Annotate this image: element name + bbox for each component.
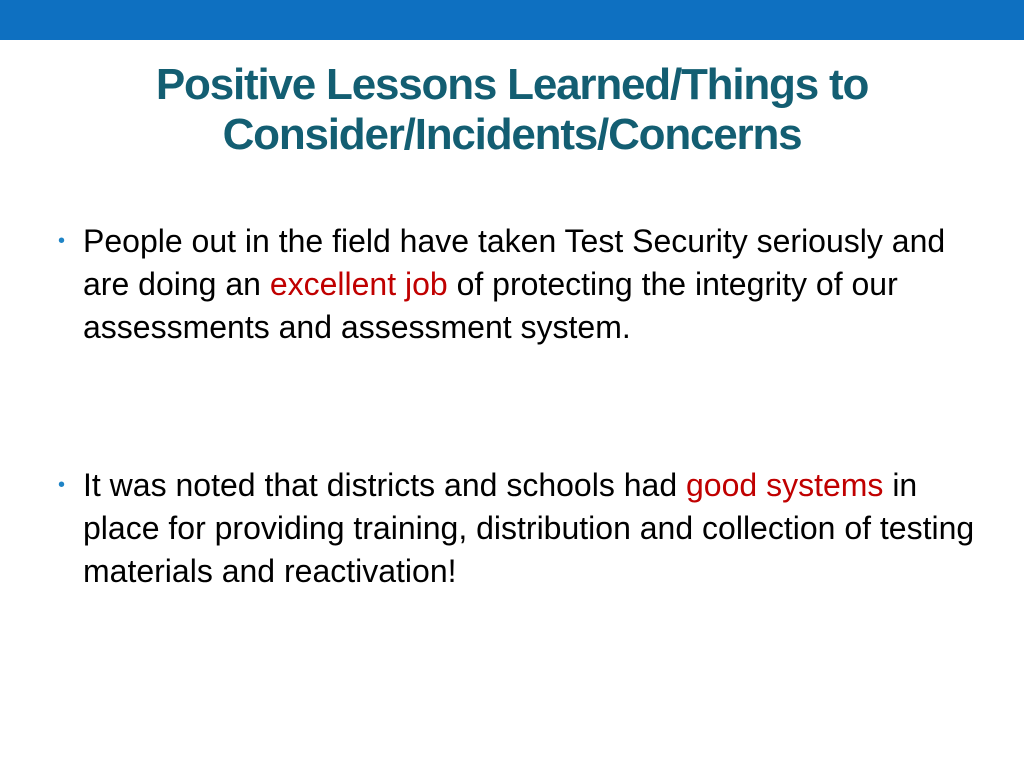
bullet-text-after: in place for providing training, distribution and collection of testing materials and reactivation! bbox=[83, 467, 975, 589]
bullet-item-field-security bbox=[56, 220, 976, 349]
bullet-text-before: People out in the field have taken Test Security seriously and are doing an bbox=[83, 223, 946, 302]
top-accent-bar bbox=[0, 0, 1024, 40]
bullet-dot-icon: • bbox=[58, 474, 66, 496]
bullet-dot-icon: • bbox=[58, 230, 66, 252]
slide-title: Positive Lessons Learned/Things to Consider/Incidents/Concerns bbox=[155, 60, 869, 159]
bullet-list bbox=[56, 220, 976, 593]
bullet-text-before: It was noted that districts and schools had bbox=[83, 467, 686, 503]
bullet-highlight-text: excellent job bbox=[269, 266, 448, 302]
bullet-item-good-systems bbox=[56, 464, 976, 593]
bullet-text-after: of protecting the integrity of our assessments and assessment system. bbox=[83, 266, 898, 345]
bullet-highlight-text: good systems bbox=[686, 467, 884, 503]
